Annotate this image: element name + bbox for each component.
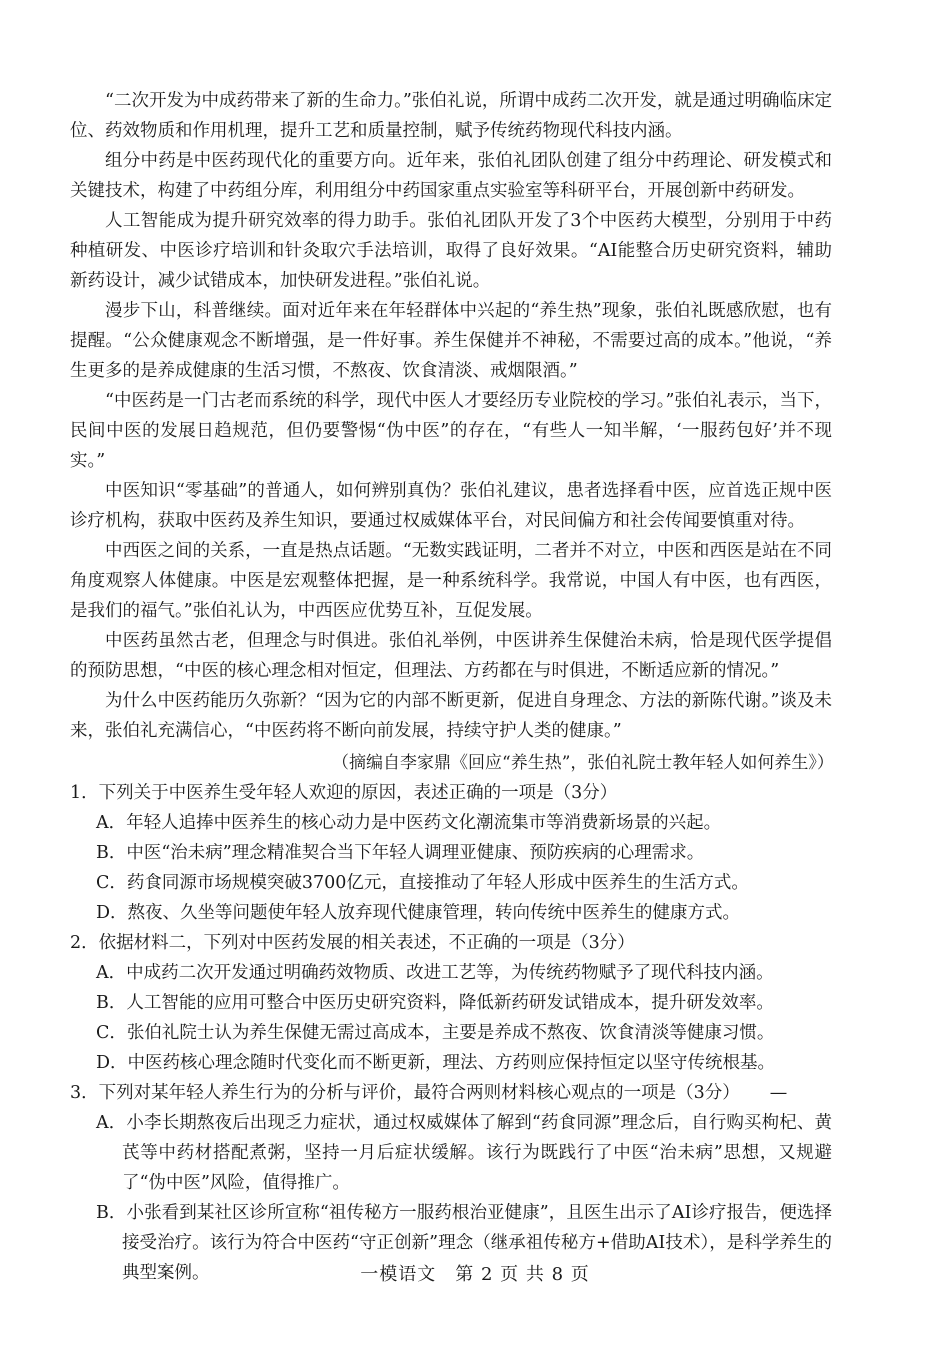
paragraph: 中医药虽然古老，但理念与时俱进。张伯礼举例，中医讲养生保健治未病，恰是现代医学提倡的预防思想，“中医的核心理念相对恒定，但理法、方药都在与时俱进，不断适应新的情况。” — [70, 631, 832, 681]
option-a: A．小李长期熬夜后出现乏力症状，通过权威媒体了解到“药食同源”理念后，自行购买枸杞、黄芪等中药材搭配煮粥，坚持一月后症状缓解。该行为既践行了中医“治未病”思想，又规避了“伪中医”风险，值得推广。 — [96, 1113, 832, 1193]
question-1 — [70, 778, 832, 928]
paragraph: 中西医之间的关系，一直是热点话题。“无数实践证明，二者并不对立，中医和西医是站在不同角度观察人体健康。中医是宏观整体把握，是一种系统科学。我常说，中国人有中医，也有西医，是我们的福气。”张伯礼认为，中西医应优势互补，互促发展。 — [70, 541, 832, 621]
paragraph: 中医知识“零基础”的普通人，如何辨别真伪？张伯礼建议，患者选择看中医，应首选正规中医诊疗机构，获取中医药及养生知识，要通过权威媒体平台，对民间偏方和社会传闻要慎重对待。 — [70, 481, 832, 531]
option-c: C．张伯礼院士认为养生保健无需过高成本，主要是养成不熬夜、饮食清淡等健康习惯。 — [96, 1023, 775, 1043]
question-2 — [70, 928, 832, 1078]
exam-page — [70, 86, 832, 1288]
option-a: A．中成药二次开发通过明确药效物质、改进工艺等，为传统药物赋予了现代科技内涵。 — [96, 963, 774, 983]
option-b: B．小张看到某社区诊所宣称“祖传秘方一服药根治亚健康”，且医生出示了AI诊疗报告，便选择接受治疗。该行为符合中医药“守正创新”理念（继承祖传秘方+借助AI技术），是科学养生的典型案例。 — [96, 1203, 832, 1283]
paragraph: 人工智能成为提升研究效率的得力助手。张伯礼团队开发了3个中医药大模型，分别用于中药种植研发、中医诊疗培训和针灸取穴手法培训，取得了良好效果。“AI能整合历史研究资料，辅助新药设计，减少试错成本，加快研发进程。”张伯礼说。 — [70, 211, 832, 291]
handwritten-mark: — — [769, 1083, 788, 1103]
question-3 — [70, 1078, 832, 1288]
option-a: A．年轻人追捧中医养生的核心动力是中医药文化潮流集市等消费新场景的兴起。 — [96, 813, 722, 833]
option-d: D．熬夜、久坐等问题使年轻人放弃现代健康管理，转向传统中医养生的健康方式。 — [96, 903, 741, 923]
reading-passage — [70, 86, 832, 746]
paragraph: 为什么中医药能历久弥新？“因为它的内部不断更新，促进自身理念、方法的新陈代谢。”谈及未来，张伯礼充满信心，“中医药将不断向前发展，持续守护人类的健康。” — [70, 691, 832, 741]
paragraph: “中医药是一门古老而系统的科学，现代中医人才要经历专业院校的学习。”张伯礼表示，当下，民间中医的发展日趋规范，但仍要警惕“伪中医”的存在，“有些人一知半解，‘一服药包好’并不现实。” — [70, 391, 832, 471]
option-d: D．中医药核心理念随时代变化而不断更新，理法、方药则应保持恒定以坚守传统根基。 — [96, 1053, 776, 1073]
option-c: C．药食同源市场规模突破3700亿元，直接推动了年轻人形成中医养生的生活方式。 — [96, 873, 749, 893]
question-stem: 2．依据材料二，下列对中医药发展的相关表述，不正确的一项是（3分） — [70, 933, 635, 953]
paragraph: “二次开发为中成药带来了新的生命力。”张伯礼说，所谓中成药二次开发，就是通过明确临床定位、药效物质和作用机理，提升工艺和质量控制，赋予传统药物现代科技内涵。 — [70, 91, 832, 141]
source-citation: （摘编自李家鼎《回应“养生热”，张伯礼院士教年轻人如何养生》） — [332, 753, 834, 773]
page-footer: 一模语文 第 2 页 共 8 页 — [360, 1264, 590, 1285]
option-b: B．中医“治未病”理念精准契合当下年轻人调理亚健康、预防疾病的心理需求。 — [96, 843, 705, 863]
paragraph: 组分中药是中医药现代化的重要方向。近年来，张伯礼团队创建了组分中药理论、研发模式和关键技术，构建了中药组分库，利用组分中药国家重点实验室等科研平台，开展创新中药研发。 — [70, 151, 832, 201]
question-stem: 1．下列关于中医养生受年轻人欢迎的原因，表述正确的一项是（3分） — [70, 783, 618, 803]
option-b: B．人工智能的应用可整合中医历史研究资料，降低新药研发试错成本，提升研发效率。 — [96, 993, 774, 1013]
question-stem — [70, 1078, 832, 1108]
question-stem-text: 3．下列对某年轻人养生行为的分析与评价，最符合两则材料核心观点的一项是（3分） — [70, 1083, 740, 1103]
paragraph: 漫步下山，科普继续。面对近年来在年轻群体中兴起的“养生热”现象，张伯礼既感欣慰，也有提醒。“公众健康观念不断增强，是一件好事。养生保健并不神秘，不需要过高的成本。”他说，“养生更多的是养成健康的生活习惯，不熬夜、饮食清淡、戒烟限酒。” — [70, 301, 832, 381]
